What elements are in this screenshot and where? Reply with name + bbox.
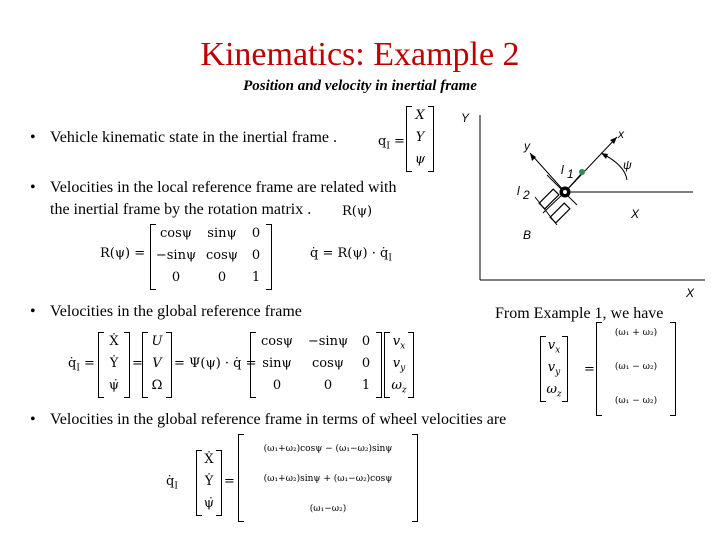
state-vector: X Y ψ <box>406 106 434 172</box>
global-vel-lhs: $q̇_I$ = <box>68 356 95 374</box>
label-psi: ψ <box>623 158 632 172</box>
label-l1: l <box>561 163 564 177</box>
from-example-text: From Example 1, we have <box>495 305 664 322</box>
label-B: B <box>523 228 532 242</box>
example1-rhs: (ω₁ + ω₂) (ω₁ − ω₂) (ω₁ − ω₂) <box>596 322 676 416</box>
wheel-lhs-vector: Ẋ Ẏ ψ̇ <box>196 450 222 516</box>
local-vel-vector: U V Ω <box>142 332 172 398</box>
wheel-eq-lhs: $q̇_I$ <box>166 474 178 492</box>
global-vel-vector: Ẋ Ẏ ψ̇ <box>98 332 130 398</box>
local-velocity-eq: q̇ = $R(\psi) \cdot q̇_I$ <box>310 246 392 264</box>
svg-text:2: 2 <box>523 188 530 202</box>
rotation-label: R(ψ) <box>342 204 373 219</box>
wheel-rhs-vector: (ω₁+ω₂)cosψ − (ω₁−ω₂)sinψ (ω₁+ω₂)sinψ + (ω₁−ω₂)cosψ (ω₁−ω₂) <box>238 434 418 522</box>
state-vector-lhs: $q_I$ = <box>378 134 405 152</box>
label-x-body: x <box>618 127 624 141</box>
svg-text:1: 1 <box>567 167 574 181</box>
subtitle: Position and velocity in inertial frame <box>243 78 477 94</box>
label-Y: Y <box>461 111 470 125</box>
point-marker <box>579 169 585 175</box>
label-y-body: y <box>524 139 530 153</box>
bullet-marker: • <box>30 129 36 146</box>
vehicle-diagram <box>455 105 713 300</box>
label-l2: l <box>517 184 520 198</box>
global-rotation-matrix: cosψ −sinψ 0 sinψ cosψ 0 0 0 1 <box>250 332 382 398</box>
rotation-lhs: R(ψ) = <box>100 246 146 261</box>
bullet-text: Vehicle kinematic state in the inertial frame . <box>50 129 337 146</box>
label-X-big: X <box>686 286 695 300</box>
body-vel-vector: $v_x$ $v_y$ $\omega_z$ <box>384 332 414 398</box>
page-title: Kinematics: Example 2 <box>200 36 520 73</box>
body-y-axis <box>530 153 565 192</box>
rotation-matrix: cosψ sinψ 0 −sinψ cosψ 0 0 0 1 <box>150 224 272 290</box>
example1-vector: $v_x$ $v_y$ $\omega_z$ <box>540 336 568 402</box>
label-X-ref: X <box>631 207 640 221</box>
psi-eq: = Ψ(ψ) · q̇ = <box>174 356 257 371</box>
